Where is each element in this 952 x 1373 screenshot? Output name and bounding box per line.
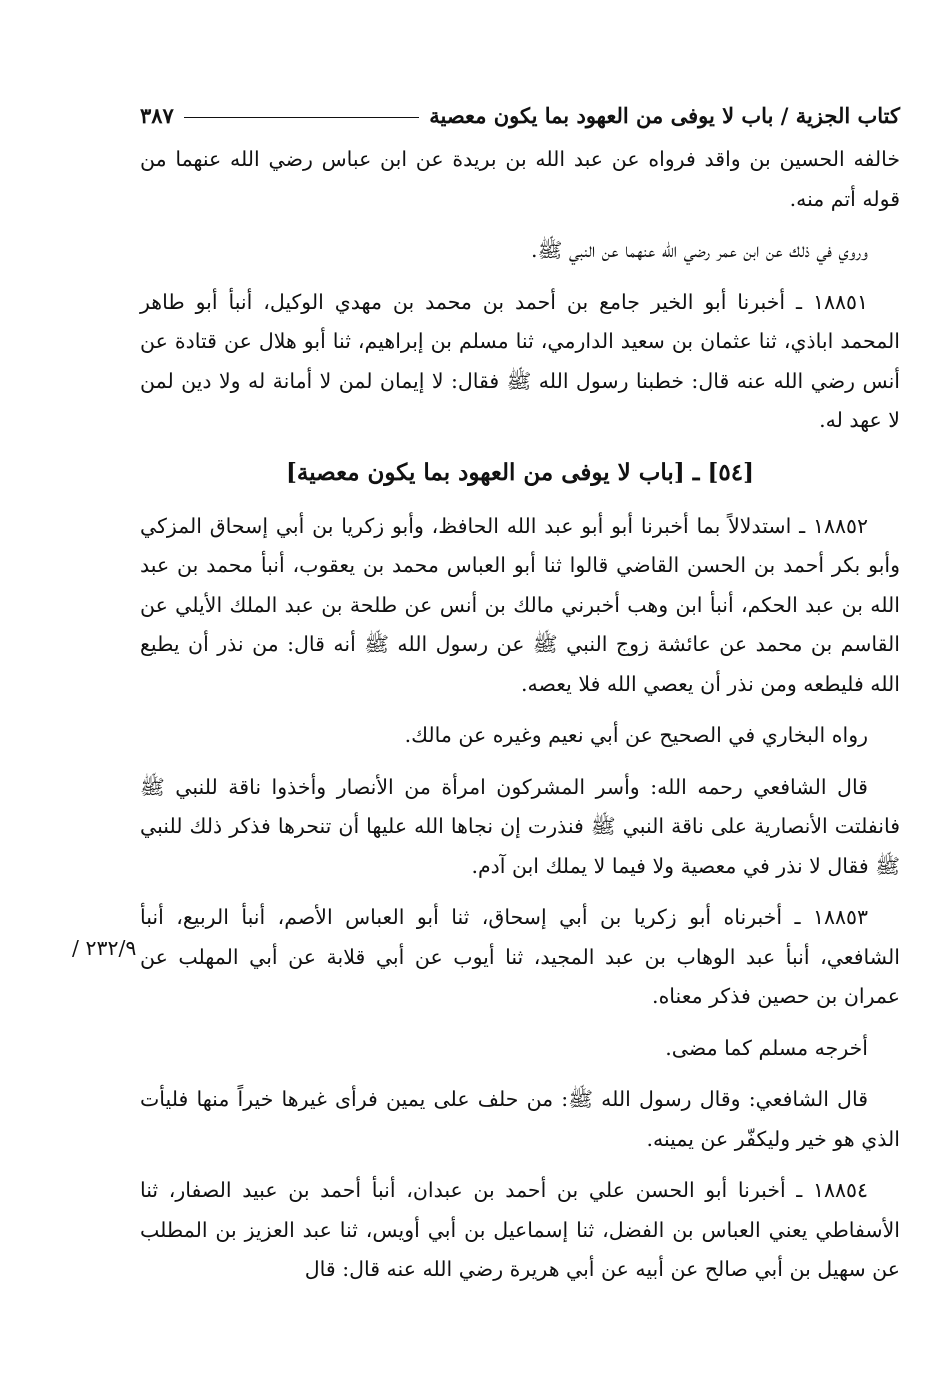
paragraph-bukhari-note: رواه البخاري في الصحيح عن أبي نعيم وغيره عن مالك. — [404, 723, 868, 747]
paragraph-shafii-quote: قال الشافعي رحمه الله: وأسر المشركون امرأة من الأنصار وأخذوا ناقة للنبي ﷺ فانفلتت الأنصارية على ناقة النبي ﷺ فنذرت إن نجاها الله عليها أن تنحرها فذكر ذلك للنبي ﷺ فقال لا نذر في معصية ولا فيما لا يملك ابن آدم. — [140, 774, 900, 878]
chapter-heading: [٥٤] ـ [باب لا يوفى من العهود بما يكون معصية] — [286, 458, 754, 486]
volume-page-reference: ٢٣٢/٩ / — [72, 936, 137, 960]
header-title: كتاب الجزية / باب لا يوفى من العهود بما يكون معصية — [429, 103, 900, 128]
hadith-18851: ١٨٨٥١ ـ أخبرنا أبو الخير جامع بن أحمد بن محمد بن مهدي الوكيل، أنبأ أبو طاهر المحمد اباذي، ثنا عثمان بن سعيد الدارمي، ثنا مسلم بن إبراهيم، ثنا أبو هلال عن قتادة عن أنس رضي الله عنه قال: خطبنا رسول الله ﷺ فقال: لا إيمان لمن لا أمانة له ولا دين لمن لا عهد له. — [140, 289, 900, 432]
running-header — [140, 92, 900, 128]
hadith-18852: ١٨٨٥٢ ـ استدلالاً بما أخبرنا أبو أبو عبد الله الحافظ، وأبو زكريا بن أبي إسحاق المزكي وأبو بكر أحمد بن الحسن القاضي قالوا ثنا أبو العباس محمد بن يعقوب، أنبأ محمد بن عبد الله بن عبد الحكم، أنبأ ابن وهب أخبرني مالك بن أنس عن طلحة بن عبد الملك الأيلي عن القاسم بن محمد عن عائشة زوج النبي ﷺ عن رسول الله ﷺ أنه قال: من نذر أن يطيع الله فليطعه ومن نذر أن يعصي الله فلا يعصه. — [140, 513, 900, 696]
hadith-18853: ١٨٨٥٣ ـ أخبرناه أبو زكريا بن أبي إسحاق، ثنا أبو العباس الأصم، أنبأ الربيع، أنبأ الشافعي، أنبأ عبد الوهاب بن عبد المجيد، ثنا أيوب عن أبي قلابة عن أبي المهلب عن عمران بن حصين فذكر معناه. — [140, 905, 900, 1008]
header-rule — [184, 117, 419, 118]
page-body — [140, 140, 900, 1302]
hadith-18854: ١٨٨٥٤ ـ أخبرنا أبو الحسن علي بن أحمد بن عبدان، أنبأ أحمد بن عبيد الصفار، ثنا الأسفاطي يعني العباس بن الفضل، ثنا إسماعيل بن أبي أويس، ثنا عبد العزيز بن المطلب عن سهيل بن أبي صالح عن أبيه عن أبي هريرة رضي الله عنه قال: قال — [140, 1178, 900, 1281]
page-number: ٣٨٧ — [140, 103, 174, 128]
paragraph-muslim-note: أخرجه مسلم كما مضى. — [665, 1035, 868, 1060]
paragraph-shafii-oath: قال الشافعي: وقال رسول الله ﷺ: من حلف على يمين فرأى غيرها خيراً منها فليأت الذي هو خير وليكفّر عن يمينه. — [140, 1087, 900, 1151]
paragraph-continuation: خالفه الحسين بن واقد فرواه عن عبد الله بن بريدة عن ابن عباس رضي الله عنهما من قوله أتم منه. — [140, 147, 900, 211]
paragraph-narration-note: وروي في ذلك عن ابن عمر رضي الله عنهما عن النبي ﷺ. — [531, 238, 868, 262]
